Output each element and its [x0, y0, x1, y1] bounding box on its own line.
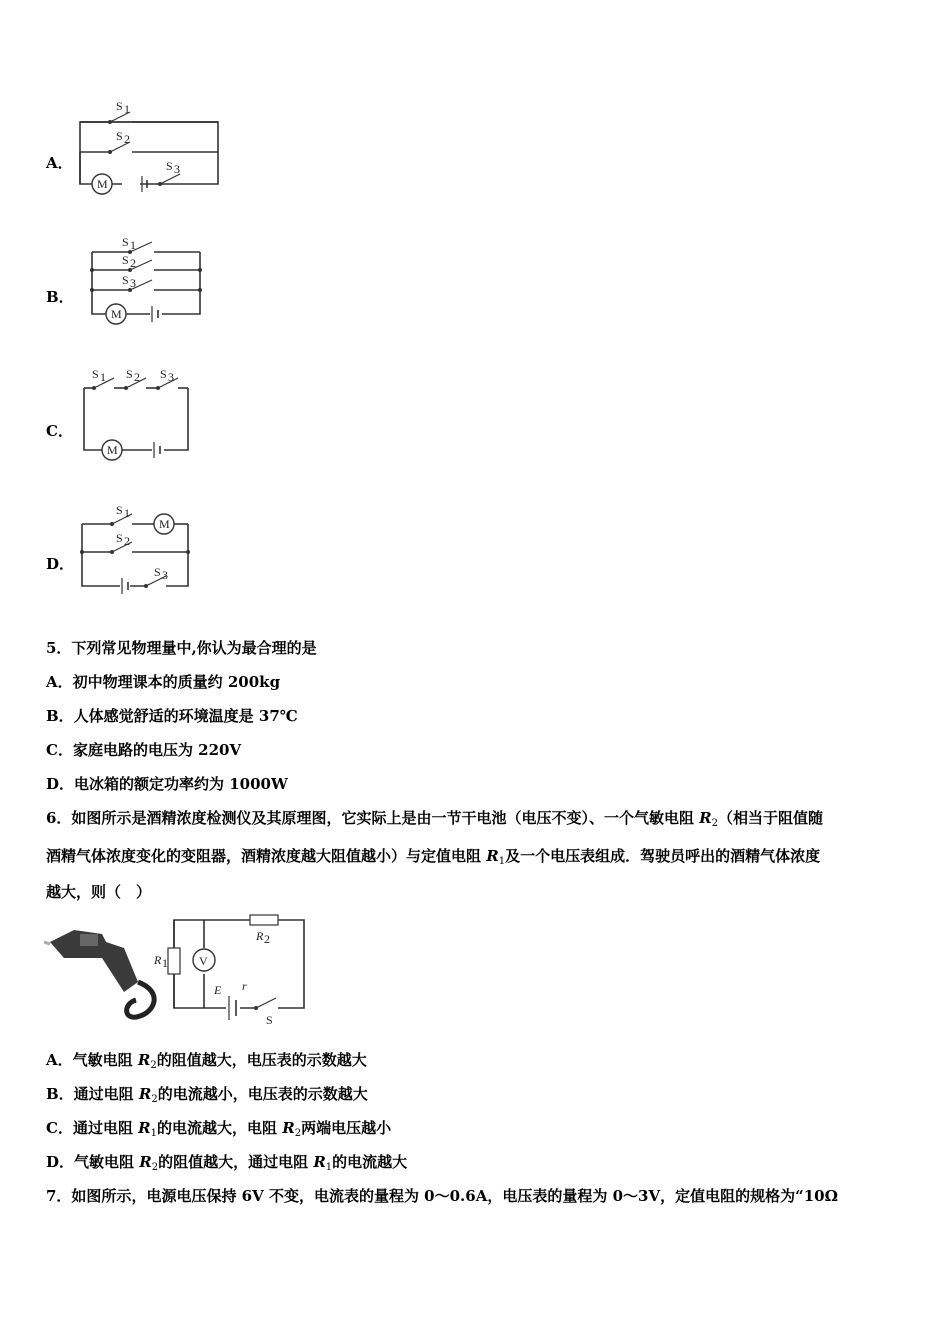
- q6-stem-line3: 越大，则（ ）: [46, 883, 152, 901]
- svg-text:1: 1: [162, 956, 168, 970]
- svg-text:2: 2: [124, 132, 130, 146]
- svg-text:1: 1: [100, 370, 106, 384]
- q6-option-a: A．气敏电阻 $R_2$的阻值越大，电压表的示数越大: [46, 1051, 367, 1071]
- svg-text:1: 1: [130, 238, 136, 252]
- q6-option-d: D．气敏电阻 $R_2$的阻值越大，通过电阻 $R_1$的电流越大: [46, 1153, 408, 1173]
- circuit-diagram-d: [70, 500, 210, 600]
- svg-text:S: S: [122, 235, 129, 249]
- svg-text:M: M: [111, 307, 122, 321]
- svg-text:1: 1: [124, 102, 130, 116]
- svg-text:M: M: [107, 443, 118, 457]
- r1-label: R: [154, 953, 162, 967]
- q7-stem: 7．如图所示，电源电压保持 6V 不变，电流表的量程为 0～0.6A，电压表的量程为 0～3V，定值电阻的规格为“10Ω: [46, 1187, 838, 1205]
- svg-text:S: S: [126, 367, 133, 381]
- svg-text:3: 3: [162, 568, 168, 582]
- svg-text:S: S: [116, 531, 123, 545]
- svg-text:M: M: [97, 177, 108, 191]
- svg-text:3: 3: [174, 162, 180, 176]
- svg-text:S: S: [122, 253, 129, 267]
- svg-text:S: S: [166, 159, 173, 173]
- q5-option-a: A．初中物理课本的质量约 200kg: [46, 673, 281, 691]
- svg-text:M: M: [159, 517, 170, 531]
- option-c-label: C．: [46, 422, 73, 440]
- option-d-label: D．: [46, 555, 75, 573]
- svg-text:1: 1: [124, 506, 130, 520]
- svg-text:2: 2: [130, 256, 136, 270]
- svg-text:S: S: [116, 503, 123, 517]
- svg-text:S: S: [160, 367, 167, 381]
- svg-text:E: E: [214, 983, 222, 997]
- q6-stem-line1: 6．如图所示是酒精浓度检测仪及其原理图，它实际上是由一节干电池（电压不变）、一个气敏电阻 $R_2$（相当于阻值随: [46, 809, 824, 829]
- svg-text:S: S: [154, 565, 161, 579]
- option-b-label: B．: [46, 288, 74, 306]
- svg-text:2: 2: [124, 534, 130, 548]
- q6-option-c: C．通过电阻 $R_1$的电流越大，电阻 $R_2$两端电压越小: [46, 1119, 392, 1139]
- svg-text:S: S: [266, 1013, 273, 1027]
- q6-figure: [44, 912, 314, 1030]
- svg-text:S: S: [116, 99, 123, 113]
- q6-stem-line2: 酒精气体浓度变化的变阻器，酒精浓度越大阻值越小）与定值电阻 $R_1$及一个电压表组成．驾驶员呼出的酒精气体浓度: [46, 847, 821, 867]
- svg-text:r: r: [242, 979, 247, 993]
- svg-text:2: 2: [264, 932, 270, 946]
- svg-text:S: S: [122, 273, 129, 287]
- svg-text:S: S: [92, 367, 99, 381]
- r2-label: R: [256, 929, 264, 943]
- svg-text:2: 2: [134, 370, 140, 384]
- voltmeter-label: V: [199, 954, 208, 968]
- circuit-diagram-a: [70, 96, 230, 206]
- q6-option-b: B．通过电阻 $R_2$的电流越小，电压表的示数越大: [46, 1085, 368, 1105]
- q5-stem: 5．下列常见物理量中,你认为最合理的是: [46, 639, 317, 657]
- breathalyzer-device-image: [44, 930, 154, 1017]
- q5-option-b: B．人体感觉舒适的环境温度是 37℃: [46, 707, 298, 725]
- circuit-diagram-b: [70, 234, 220, 334]
- q5-option-d: D．电冰箱的额定功率约为 1000W: [46, 775, 288, 793]
- option-a-label: A．: [46, 154, 73, 172]
- circuit-diagram-c: [70, 366, 210, 466]
- svg-text:3: 3: [168, 370, 174, 384]
- svg-text:S: S: [116, 129, 123, 143]
- q5-option-c: C．家庭电路的电压为 220V: [46, 741, 242, 759]
- svg-text:3: 3: [130, 276, 136, 290]
